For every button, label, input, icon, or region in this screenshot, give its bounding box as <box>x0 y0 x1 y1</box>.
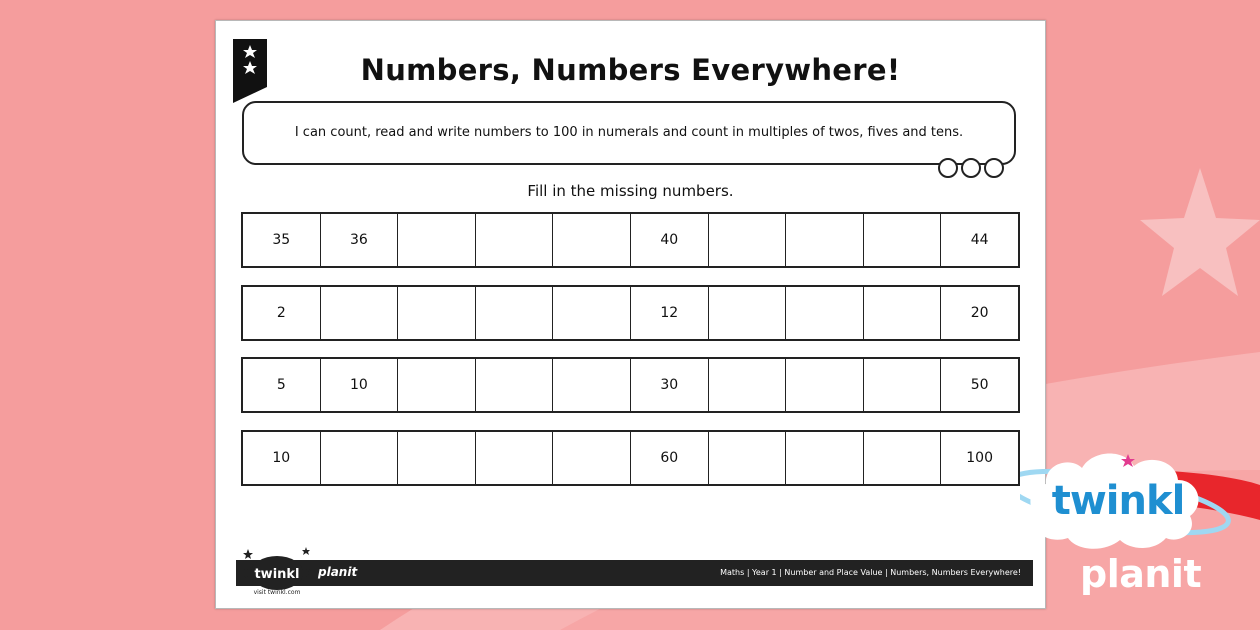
blank-cell[interactable] <box>864 359 942 411</box>
number-cell: 60 <box>631 432 709 484</box>
blank-cell[interactable] <box>786 432 864 484</box>
number-cell: 2 <box>243 287 321 339</box>
worksheet-page <box>215 20 1046 609</box>
number-row <box>241 357 1020 413</box>
footer-logo-word: twinkl <box>254 567 300 582</box>
footer-bar <box>236 560 1033 586</box>
number-cell: 10 <box>321 359 399 411</box>
footer-breadcrumb: Maths | Year 1 | Number and Place Value | Numbers, Numbers Everywhere! <box>720 568 1021 577</box>
number-cell: 5 <box>243 359 321 411</box>
number-row <box>241 212 1020 268</box>
number-cell: 44 <box>970 232 989 248</box>
blank-cell[interactable] <box>709 287 787 339</box>
number-cell: 36 <box>321 214 399 266</box>
learning-objective: I can count, read and write numbers to 100 in numerals and count in multiples of twos, fives and tens. <box>294 125 964 140</box>
blank-cell[interactable] <box>709 214 787 266</box>
progress-dot <box>961 158 981 178</box>
blank-cell[interactable] <box>786 214 864 266</box>
blank-cell[interactable] <box>709 359 787 411</box>
learning-objective-box <box>242 101 1016 165</box>
blank-cell[interactable] <box>786 359 864 411</box>
blank-cell[interactable] <box>864 287 942 339</box>
brand-twinkl-word: twinkl <box>1051 478 1185 524</box>
blank-cell[interactable] <box>553 214 631 266</box>
blank-cell[interactable] <box>321 287 399 339</box>
blank-cell[interactable] <box>476 359 554 411</box>
blank-cell[interactable] <box>553 432 631 484</box>
blank-cell[interactable] <box>476 432 554 484</box>
star-icon <box>302 547 310 555</box>
blank-cell[interactable] <box>476 214 554 266</box>
blank-cell[interactable] <box>321 432 399 484</box>
number-cell: 20 <box>970 305 989 321</box>
blank-cell[interactable] <box>398 359 476 411</box>
blank-cell[interactable] <box>864 214 942 266</box>
instruction-text: Fill in the missing numbers. <box>527 182 734 200</box>
footer-planit-label: planit <box>318 565 358 579</box>
blank-cell[interactable] <box>398 287 476 339</box>
number-cell: 12 <box>631 287 709 339</box>
blank-cell[interactable] <box>398 214 476 266</box>
number-row <box>241 430 1020 486</box>
footer-url: visit twinkl.com <box>253 589 301 596</box>
blank-cell[interactable] <box>864 432 942 484</box>
blank-cell[interactable] <box>476 287 554 339</box>
blank-cell[interactable] <box>398 432 476 484</box>
objective-dots <box>938 158 1004 180</box>
number-cell: 30 <box>631 359 709 411</box>
number-cell: 100 <box>966 450 993 466</box>
blank-cell[interactable] <box>786 287 864 339</box>
background-star-icon <box>1140 168 1260 296</box>
page-title: Numbers, Numbers Everywhere! <box>360 53 901 87</box>
progress-dot <box>984 158 1004 178</box>
blank-cell[interactable] <box>553 359 631 411</box>
number-row <box>241 285 1020 341</box>
number-cell: 10 <box>243 432 321 484</box>
blank-cell[interactable] <box>709 432 787 484</box>
progress-dot <box>938 158 958 178</box>
star-icon <box>243 549 253 559</box>
number-cell: 35 <box>243 214 321 266</box>
blank-cell[interactable] <box>553 287 631 339</box>
number-cell: 50 <box>970 377 989 393</box>
brand-planit-word: planit <box>1080 552 1202 596</box>
twinkl-planit-brand <box>1020 440 1260 610</box>
number-cell: 40 <box>631 214 709 266</box>
